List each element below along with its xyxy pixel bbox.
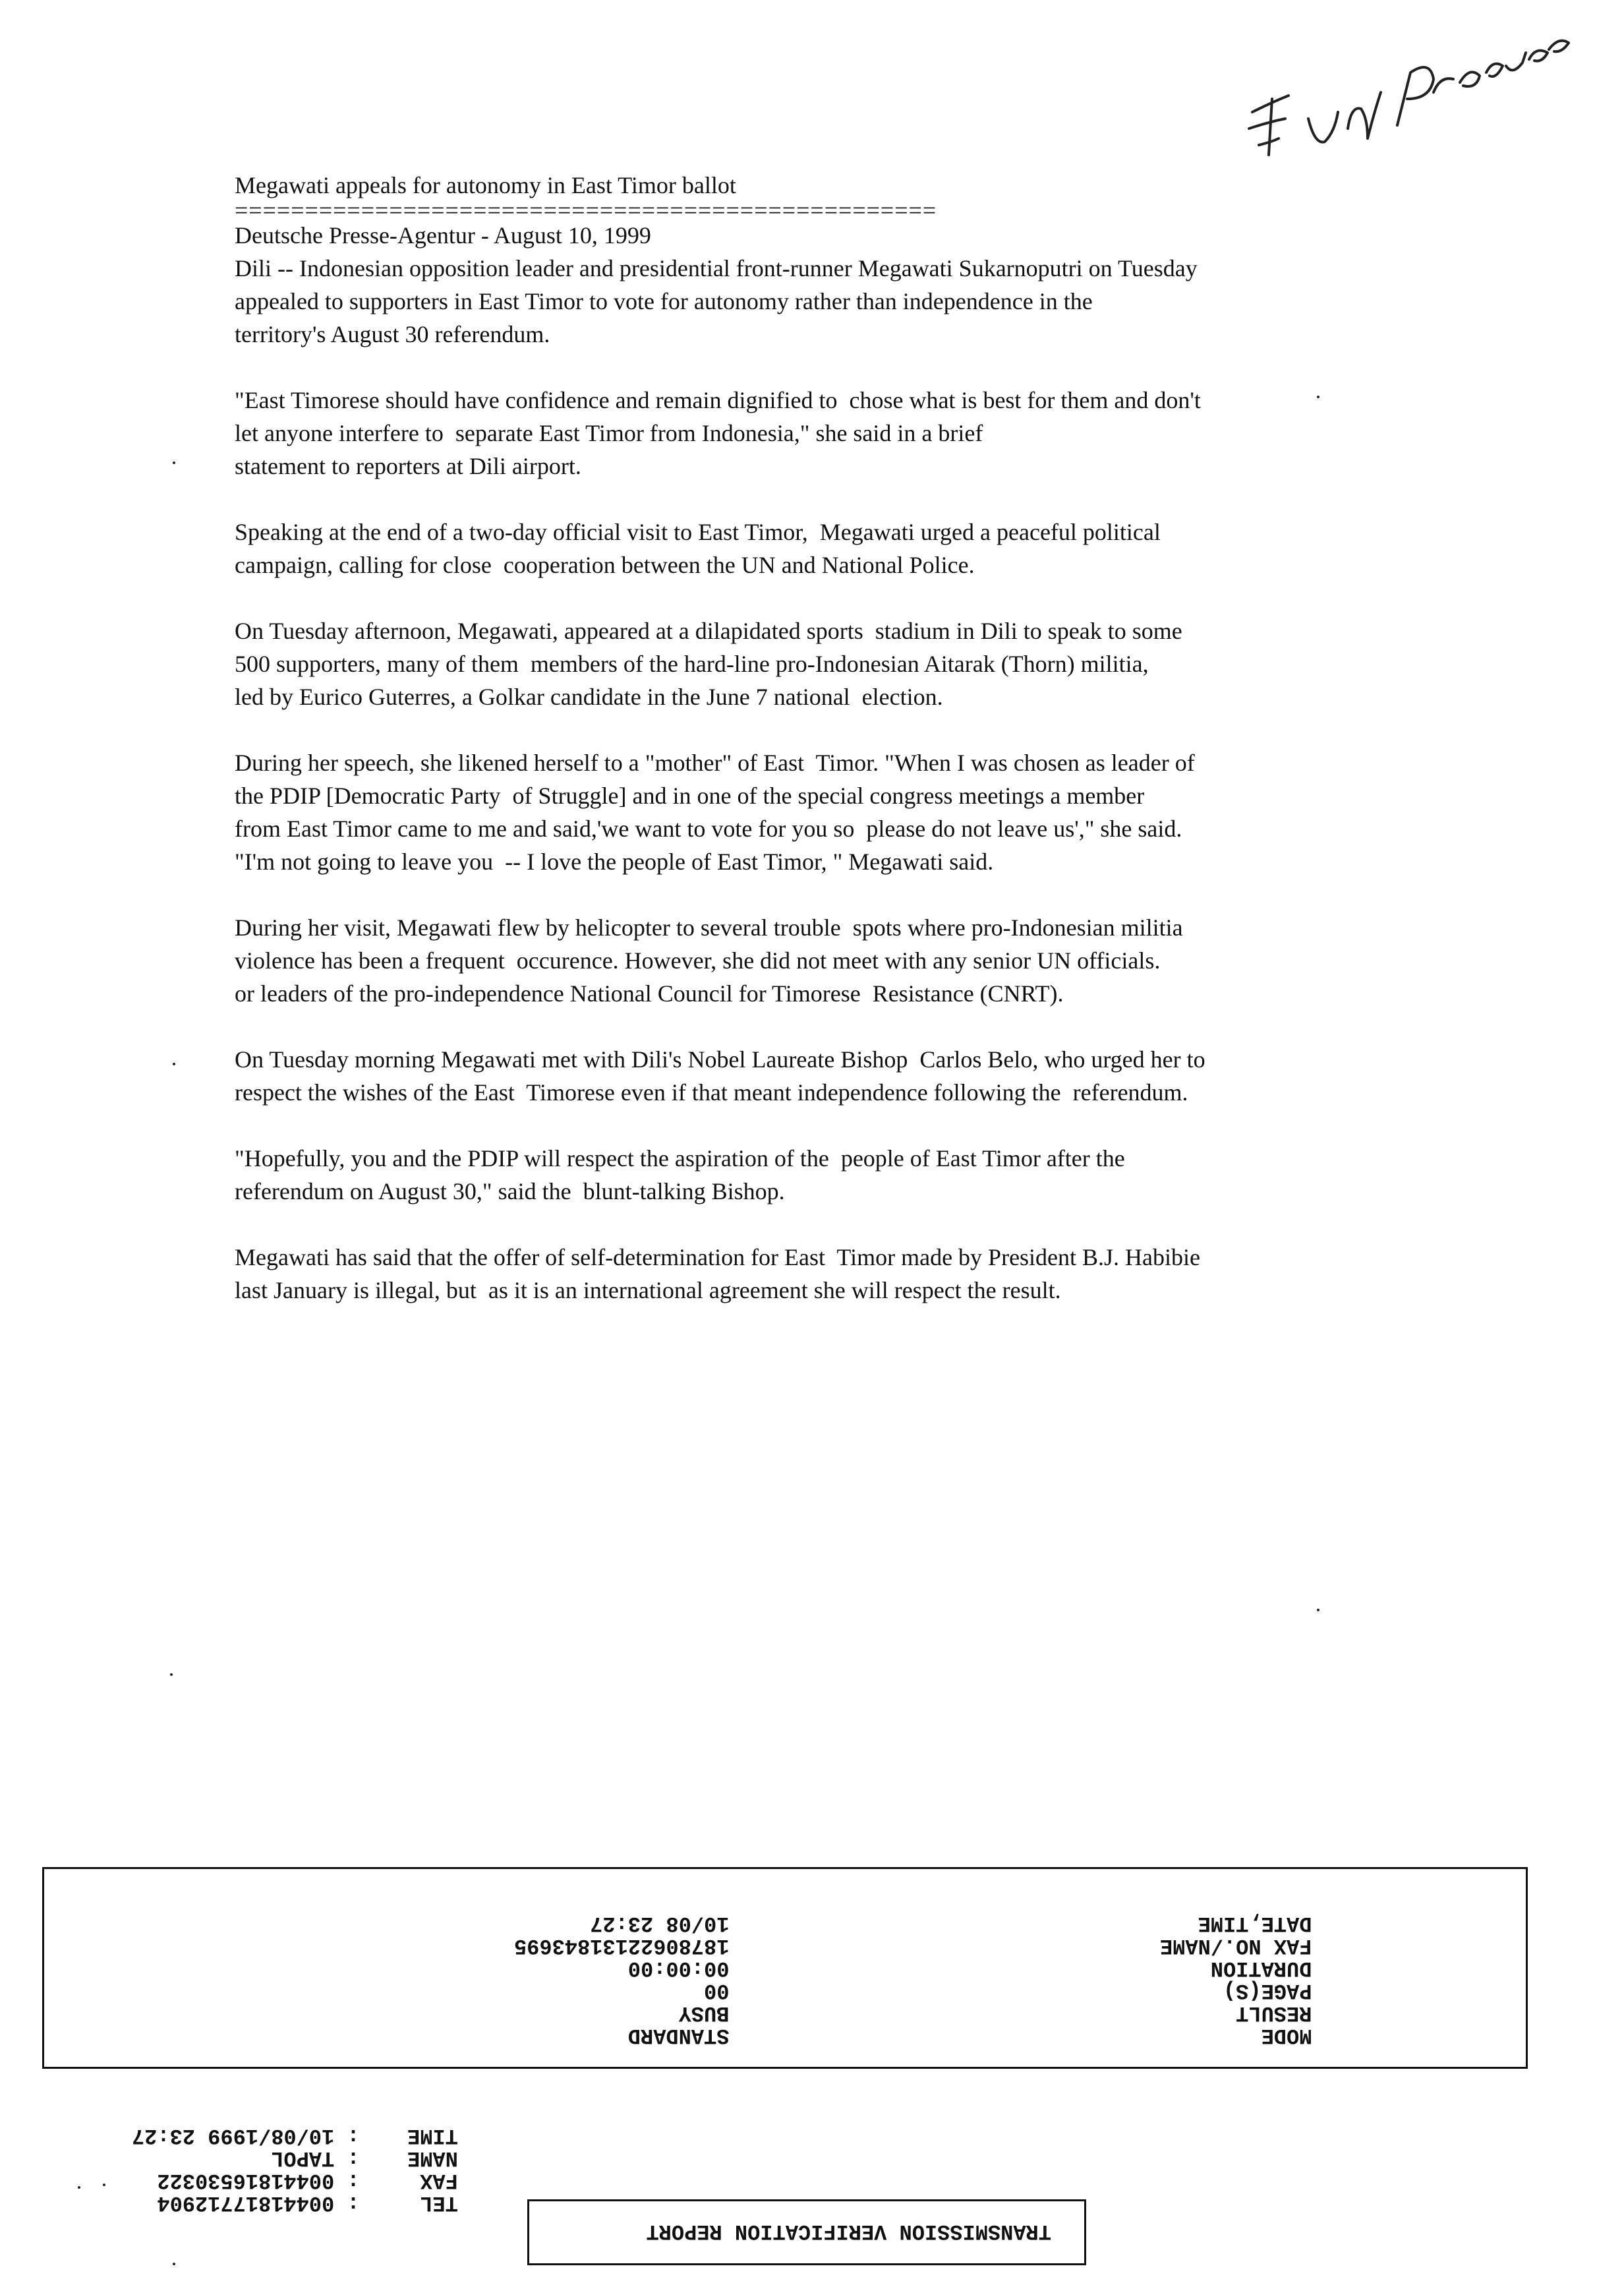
report-field-label: MODE xyxy=(1261,2023,1312,2048)
article-title: Megawati appeals for autonomy in East Timor ballot xyxy=(235,172,736,198)
sender-header-value: TAPOL xyxy=(271,2146,335,2170)
paragraph-line: On Tuesday afternoon, Megawati, appeared at a dilapidated sports stadium in Dili to speak to some xyxy=(235,618,1182,644)
report-field-value: 10/08 23:27 xyxy=(590,1911,730,1936)
paragraph-line: the PDIP [Democratic Party of Struggle] and in one of the special congress meetings a member xyxy=(235,783,1145,809)
sender-header-separator: : xyxy=(334,2191,372,2215)
title-underline: ================================================== xyxy=(235,202,937,219)
report-field-label: PAGE(S) xyxy=(1223,1978,1312,2003)
paragraph-line: from East Timor came to me and said,'we want to vote for you so please do not leave us'," she said. xyxy=(235,816,1182,842)
report-labels-list xyxy=(1160,1912,1312,2046)
paragraph-line: On Tuesday morning Megawati met with Dili's Nobel Laureate Bishop Carlos Belo, who urged her to xyxy=(235,1046,1205,1073)
report-title: TRANSMISSION VERIFICATION REPORT xyxy=(646,2219,1051,2244)
scan-speck xyxy=(1317,396,1320,398)
report-field-label: DATE,TIME xyxy=(1198,1911,1312,1936)
paragraph-line: or leaders of the pro-independence National Council for Timorese Resistance (CNRT). xyxy=(235,980,1064,1007)
article-paragraph xyxy=(235,746,1421,878)
scan-speck xyxy=(173,461,175,464)
scan-speck xyxy=(170,1673,173,1676)
article xyxy=(235,169,1421,1340)
article-paragraph xyxy=(235,1241,1421,1307)
paragraph-line: "I'm not going to leave you -- I love the people of East Timor, " Megawati said. xyxy=(235,848,994,875)
sender-header-value: 10/08/1999 23:27 xyxy=(132,2124,335,2148)
paragraph-line: respect the wishes of the East Timorese even if that meant independence following the referendum. xyxy=(235,1079,1188,1106)
article-paragraph xyxy=(235,516,1421,581)
sender-header-list xyxy=(132,2124,458,2214)
sender-header-label: NAME xyxy=(407,2146,458,2170)
article-paragraph xyxy=(235,384,1421,483)
sender-header-separator: : xyxy=(334,2168,372,2193)
paragraph-line: Dili -- Indonesian opposition leader and presidential front-runner Megawati Sukarnoputri on Tuesday xyxy=(235,255,1198,282)
paragraph-line: Speaking at the end of a two-day official visit to East Timor, Megawati urged a peaceful political xyxy=(235,519,1161,545)
report-field-value: STANDARD xyxy=(627,2023,730,2048)
sender-header-row xyxy=(132,2191,458,2214)
report-field-label: DURATION xyxy=(1210,1956,1312,1980)
report-field-label: RESULT xyxy=(1236,2001,1312,2025)
sender-header-row xyxy=(132,2124,458,2147)
paragraph-line: statement to reporters at Dili airport. xyxy=(235,453,581,479)
paragraph-line: appealed to supporters in East Timor to vote for autonomy rather than independence in the xyxy=(235,288,1093,314)
sender-header-label: TEL xyxy=(420,2191,458,2215)
paragraph-line: territory's August 30 referendum. xyxy=(235,321,550,347)
article-paragraph xyxy=(235,1142,1421,1208)
sender-header-separator: : xyxy=(334,2124,372,2148)
paragraph-line: "East Timorese should have confidence and remain dignified to chose what is best for them and don't xyxy=(235,387,1201,413)
paragraph-line: "Hopefully, you and the PDIP will respect the aspiration of the people of East Timor after the xyxy=(235,1145,1125,1172)
paragraph-line: led by Eurico Guterres, a Golkar candidate in the June 7 national election. xyxy=(235,684,943,710)
article-paragraph xyxy=(235,1043,1421,1109)
sender-header-label: FAX xyxy=(420,2168,458,2193)
paragraph-line: last January is illegal, but as it is an international agreement she will respect the result. xyxy=(235,1277,1061,1303)
report-values-list xyxy=(514,1912,729,2046)
article-paragraph xyxy=(235,614,1421,713)
scan-speck xyxy=(103,2184,105,2186)
report-title-box xyxy=(527,2199,1086,2265)
article-paragraphs xyxy=(235,252,1421,1307)
scan-speck xyxy=(173,2263,175,2265)
sender-header-separator: : xyxy=(334,2146,372,2170)
scan-speck xyxy=(1317,1609,1320,1611)
paragraph-line: Megawati has said that the offer of self-determination for East Timor made by President B.J. Habibie xyxy=(235,1244,1201,1270)
sender-header-value: 00441816530322 xyxy=(157,2168,335,2193)
paragraph-line: During her visit, Megawati flew by helicopter to several trouble spots where pro-Indonesian militia xyxy=(235,914,1183,941)
scan-speck xyxy=(78,2186,80,2189)
sender-header xyxy=(132,2102,458,2259)
paragraph-line: violence has been a frequent occurence. However, she did not meet with any senior UN officials. xyxy=(235,947,1161,974)
sender-header-row xyxy=(132,2147,458,2169)
paragraph-line: campaign, calling for close cooperation between the UN and National Police. xyxy=(235,552,975,578)
report-field-value: 00:00:00 xyxy=(627,1956,730,1980)
report-field-value: 00 xyxy=(704,1978,730,2003)
source-line: Deutsche Presse-Agentur - August 10, 1999 xyxy=(235,222,651,249)
paragraph-line: referendum on August 30," said the blunt-talking Bishop. xyxy=(235,1178,785,1204)
sender-header-label: TIME xyxy=(407,2124,458,2148)
scan-speck xyxy=(173,1063,175,1065)
sender-header-value: 00441817712904 xyxy=(157,2191,335,2215)
report-field-value: 18780622131843695 xyxy=(514,1934,730,1958)
paragraph-line: During her speech, she likened herself to a "mother" of East Timor. "When I was chosen as leader of xyxy=(235,750,1195,776)
handwritten-annotation xyxy=(1232,13,1575,178)
transmission-labels xyxy=(1160,1889,1312,2091)
article-paragraph xyxy=(235,911,1421,1010)
sender-header-row xyxy=(132,2169,458,2191)
paragraph-line: let anyone interfere to separate East Timor from Indonesia," she said in a brief xyxy=(235,420,983,446)
article-paragraph xyxy=(235,252,1421,351)
paragraph-line: 500 supporters, many of them members of the hard-line pro-Indonesian Aitarak (Thorn) militia, xyxy=(235,651,1149,677)
transmission-values xyxy=(514,1889,729,2091)
report-field-value: BUSY xyxy=(678,2001,730,2025)
report-field-label: FAX NO./NAME xyxy=(1160,1934,1312,1958)
